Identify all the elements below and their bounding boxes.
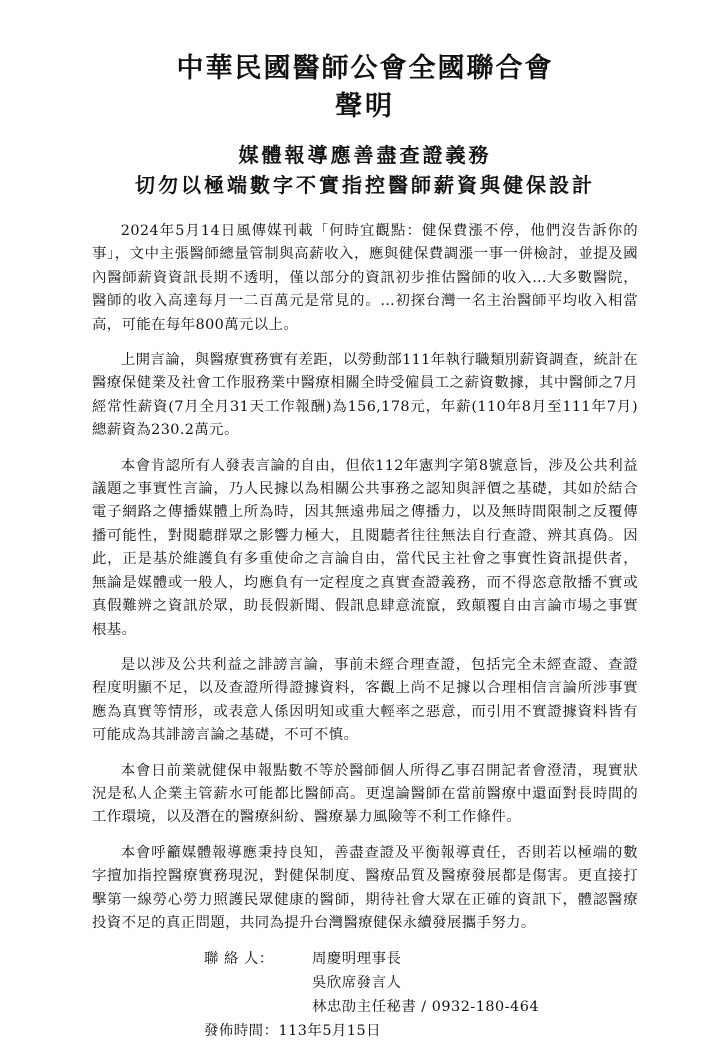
paragraph-4: 是以涉及公共利益之誹謗言論，事前未經合理查證，包括完全未經查證、查證程度明顯不足，以及查證所得證據資料，客觀上尚不足據以合理相信言論所涉事實應為真實等情形，或表意人係因明知或重大輕率之惡意，而引用不實證據資料皆有可能成為其誹謗言論之基礎，不可不慎。 [92, 656, 638, 744]
signature-block [92, 947, 638, 1043]
contact-label: 聯 絡 人： [204, 951, 274, 968]
paragraph-6: 本會呼籲媒體報導應秉持良知，善盡查證及平衡報導責任，否則若以極端的數字擅加指控醫療實務現況，對健保制度、醫療品質及醫療發展都是傷害。更直接打擊第一線勞心勞力照護民眾健康的醫師，期待社會大眾在正確的資訊下，體認醫療投資不足的真正問題，共同為提升台灣醫療健保永續發展攜手努力。 [92, 844, 638, 931]
contact-person-3: 林忠劭主任秘書 / 0932-180-464 [312, 999, 540, 1016]
subtitle-line-1: 媒體報導應善盡查證義務 [238, 143, 492, 167]
paragraph-3: 本會肯認所有人發表言論的自由，但依112年憲判字第8號意旨，涉及公共利益議題之事實性言論，乃人民據以為相關公共事務之認知與評價之基礎，其如於結合電子網路之傳播媒體上所為時，因其無遠弗屆之傳播力，以及無時間限制之反覆傳播可能性，對閱聽群眾之影響力極大，且閱聽者往往無法自行查證、辨其真偽。因此，正是基於維護負有多重使命之言論自由，當代民主社會之事實性資訊提供者，無論是媒體或一般人，均應負有一定程度之真實查證義務，而不得恣意散播不實或真假難辨之資訊於眾，助長假新聞、假訊息肆意流竄，致顛覆自由言論市場之事實根基。 [92, 457, 638, 638]
organization-title: 中華民國醫師公會全國聯合會 [176, 53, 554, 84]
statement-body [92, 220, 638, 935]
paragraph-2: 上開言論，與醫療實務實有差距，以勞動部111年執行職類別薪資調查，統計在醫療保健業及社會工作服務業中醫療相關全時受僱員工之薪資數據，其中醫師之7月經常性薪資(7月全月31天工作報酬)為156,178元，年薪(110年8月至111年7月)總薪資為230.2萬元。 [92, 352, 638, 439]
release-date: 113年5月15日 [278, 1023, 382, 1040]
subtitle-line-2: 切勿以極端數字不實指控醫師薪資與健保設計 [135, 173, 595, 197]
contact-person-1: 周慶明理事長 [312, 951, 402, 968]
contact-row-2 [92, 971, 638, 995]
release-row [92, 1019, 638, 1043]
document-type-heading: 聲明 [335, 91, 395, 122]
contact-person-2: 吳欣席發言人 [312, 975, 402, 992]
release-label: 發佈時間： [204, 1023, 279, 1040]
contact-row-3 [92, 995, 638, 1019]
paragraph-1: 2024年5月14日風傳媒刊載「何時宜觀點：健保費漲不停，他們沒告訴你的事」，文中主張醫師總量管制與高薪收入，應與健保費調漲一事一併檢討，並提及國內醫師薪資資訊長期不透明，僅以部分的資訊初步推估醫師的收入…大多數醫院，醫師的收入高達每月一二百萬元是常見的。…初探台灣一名主治醫師平均收入相當高，可能在每年800萬元以上。 [92, 223, 638, 333]
paragraph-5: 本會日前業就健保申報點數不等於醫師個人所得乙事召開記者會澄清，現實狀況是私人企業主管薪水可能都比醫師高。更遑論醫師在當前醫療中還面對長時間的工作環境，以及潛在的醫療糾紛、醫療暴力風險等不利工作條件。 [92, 762, 638, 826]
contact-row-1 [92, 947, 638, 971]
